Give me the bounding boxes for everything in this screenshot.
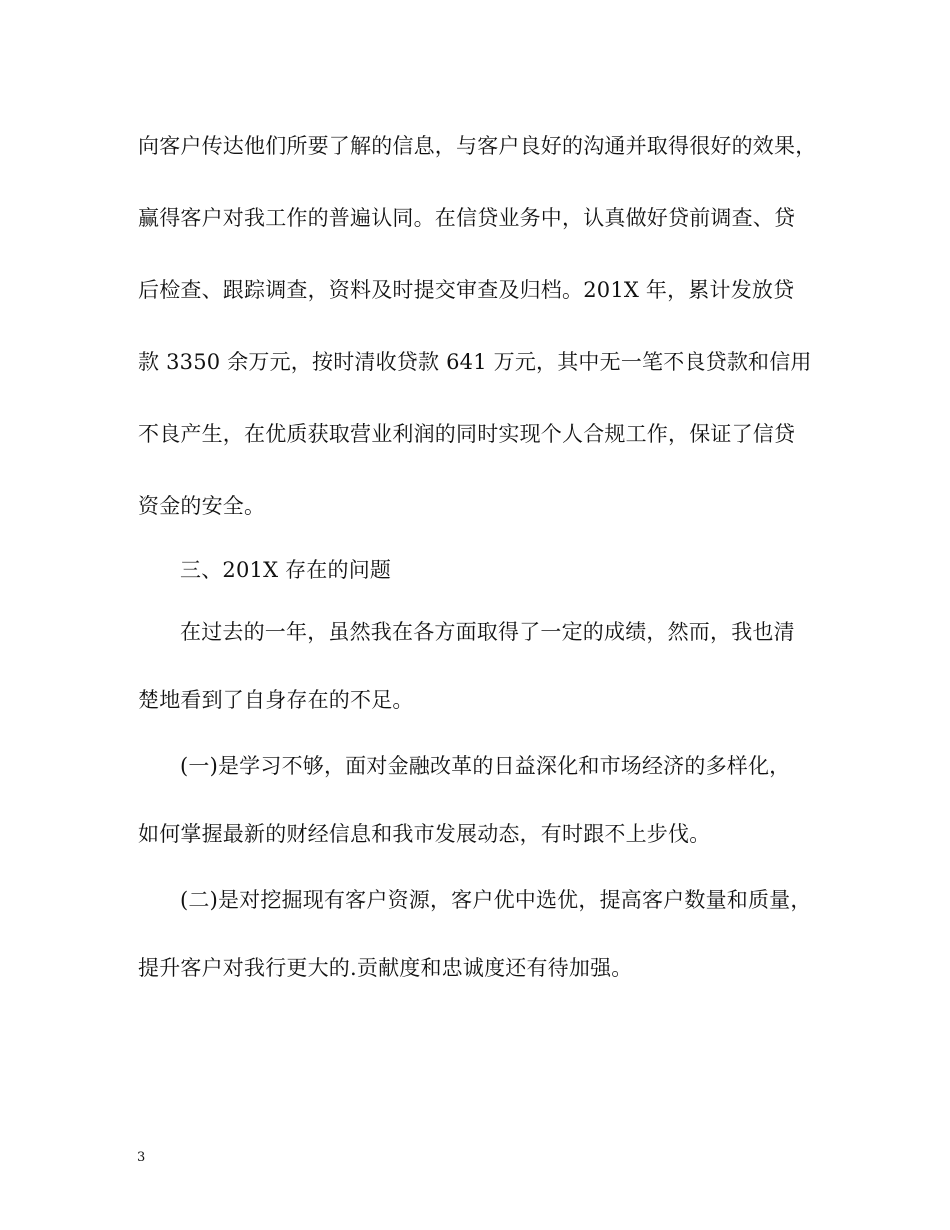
body-text-line: 在过去的一年，虽然我在各方面取得了一定的成绩，然而，我也清: [180, 620, 795, 644]
body-text-line: 如何掌握最新的财经信息和我市发展动态，有时跟不上步伐。: [138, 822, 711, 846]
page-number: 3: [137, 1150, 146, 1165]
body-text-line: 提升客户对我行更大的.贡献度和忠诚度还有待加强。: [138, 956, 633, 980]
body-text-line: 赢得客户对我工作的普遍认同。在信贷业务中，认真做好贷前调查、贷: [138, 206, 796, 230]
body-text-line: 楚地看到了自身存在的不足。: [138, 688, 414, 712]
body-text-line: 后检查、跟踪调查，资料及时提交审查及归档。201X 年，累计发放贷: [138, 278, 795, 302]
body-text-line: (一)是学习不够，面对金融改革的日益深化和市场经济的多样化，: [180, 754, 791, 778]
body-text-line: 资金的安全。: [138, 494, 266, 518]
section-heading: 三、201X 存在的问题: [180, 558, 392, 582]
body-text-line: (二)是对挖掘现有客户资源，客户优中选优，提高客户数量和质量，: [180, 888, 812, 912]
body-text-line: 款 3350 余万元，按时清收贷款 641 万元，其中无一笔不良贷款和信用: [138, 350, 812, 374]
body-text-line: 不良产生，在优质获取营业利润的同时实现个人合规工作，保证了信贷: [138, 422, 796, 446]
body-text-line: 向客户传达他们所要了解的信息，与客户良好的沟通并取得很好的效果，: [138, 134, 817, 158]
